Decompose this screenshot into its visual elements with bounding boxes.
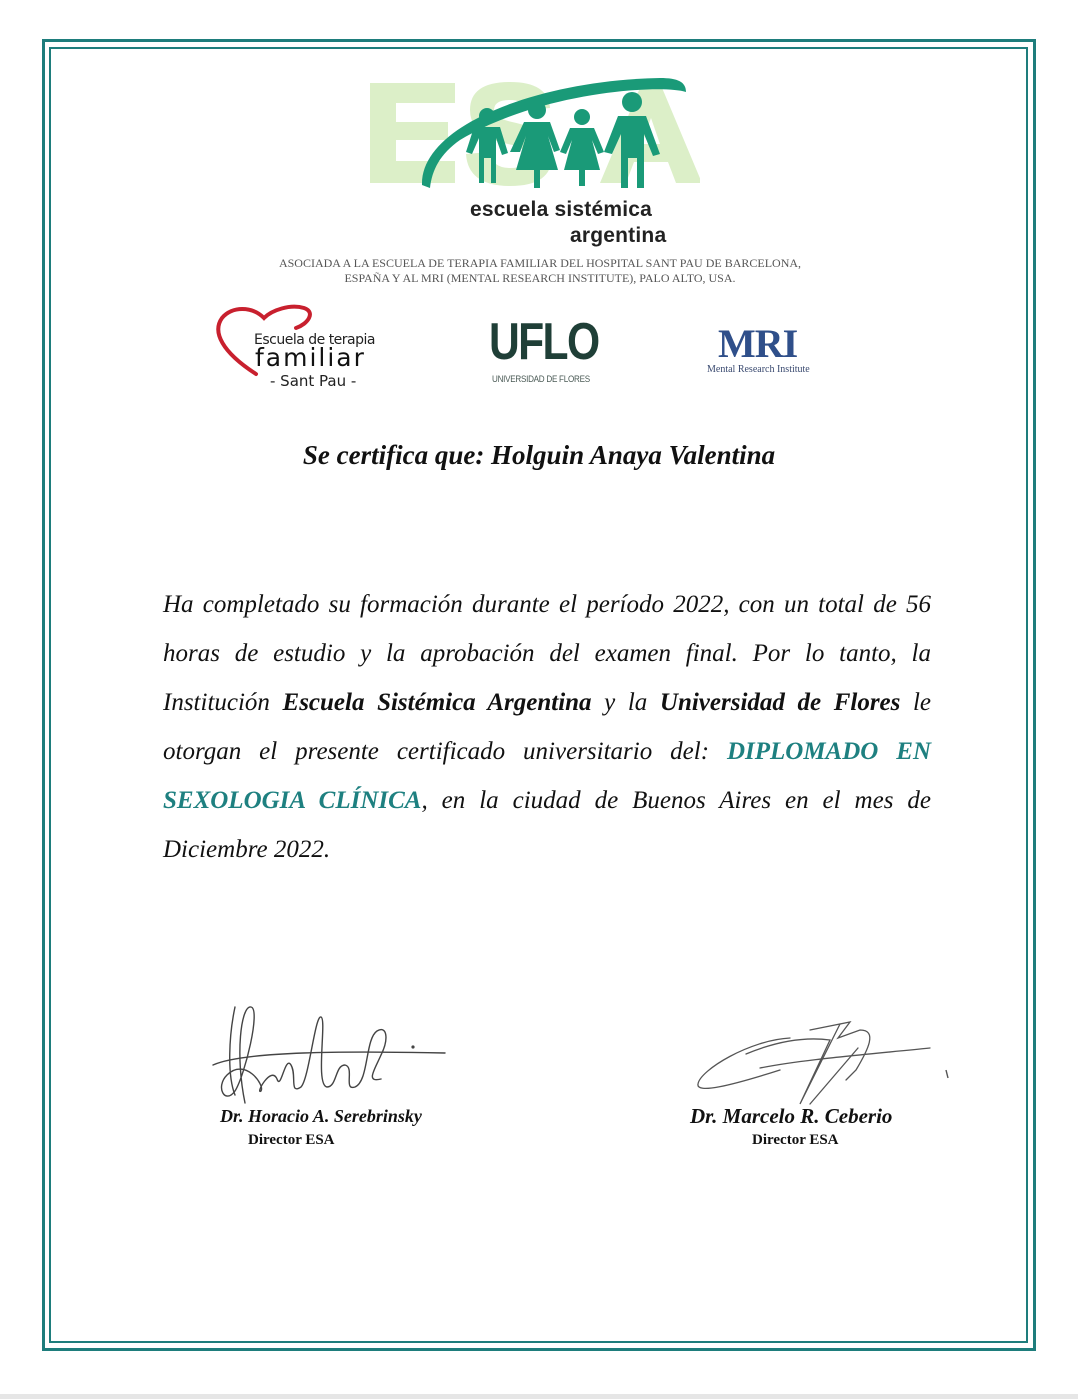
certificate-recipient-line: Se certifica que: Holguin Anaya Valentina [302,440,776,470]
body-part-2: y la [591,689,660,716]
esa-logo [360,70,700,250]
signatory-2-role: Director ESA [752,1132,839,1148]
institution-esa: Escuela Sistémica Argentina [282,689,592,716]
signatory-1-role: Director ESA [248,1132,335,1148]
program-name: DIPLOMADO EN SEXOLOGIA CLÍNICA [163,738,932,814]
santpau-text-1: Escuela de terapia [254,332,375,348]
mri-logo: MRI [718,321,798,366]
body-part-1: Ha completado su formación durante el período 2022, con un total de 56 horas de estudio y la aprobación del examen final. Por lo tanto, la Institución [163,591,931,716]
page-bottom-edge [0,1394,1078,1399]
signature-ceberio [690,1010,960,1110]
association-line2: ESPAÑA Y AL MRI (MENTAL RESEARCH INSTITUTE), PALO ALTO, USA. [344,271,736,285]
institution-uflo: Universidad de Flores [659,689,901,716]
mri-subtitle: Mental Research Institute [707,364,810,375]
uflo-logo: UFLO [489,313,599,371]
santpau-text-2: familiar [255,343,366,372]
logo-text-line1: escuela sistémica [470,198,653,221]
signatory-1-name: Dr. Horacio A. Serebrinsky [220,1106,422,1126]
signatory-2-name: Dr. Marcelo R. Ceberio [690,1104,893,1128]
signature-serebrinsky [205,995,455,1115]
uflo-subtitle: UNIVERSIDAD DE FLORES [492,374,590,384]
association-note [150,256,930,286]
body-part-4: , en la ciudad de Buenos Aires en el mes de Diciembre 2022. [163,787,931,863]
family-figures [466,92,660,188]
logo-text-line2: argentina [570,224,667,247]
body-part-3: le otorgan el presente certificado universitario del: [163,689,932,765]
santpau-text-3: - Sant Pau - [270,372,357,390]
certificate-body [163,580,931,874]
association-line1: ASOCIADA A LA ESCUELA DE TERAPIA FAMILIAR DEL HOSPITAL SANT PAU DE BARCELONA, [278,256,802,270]
